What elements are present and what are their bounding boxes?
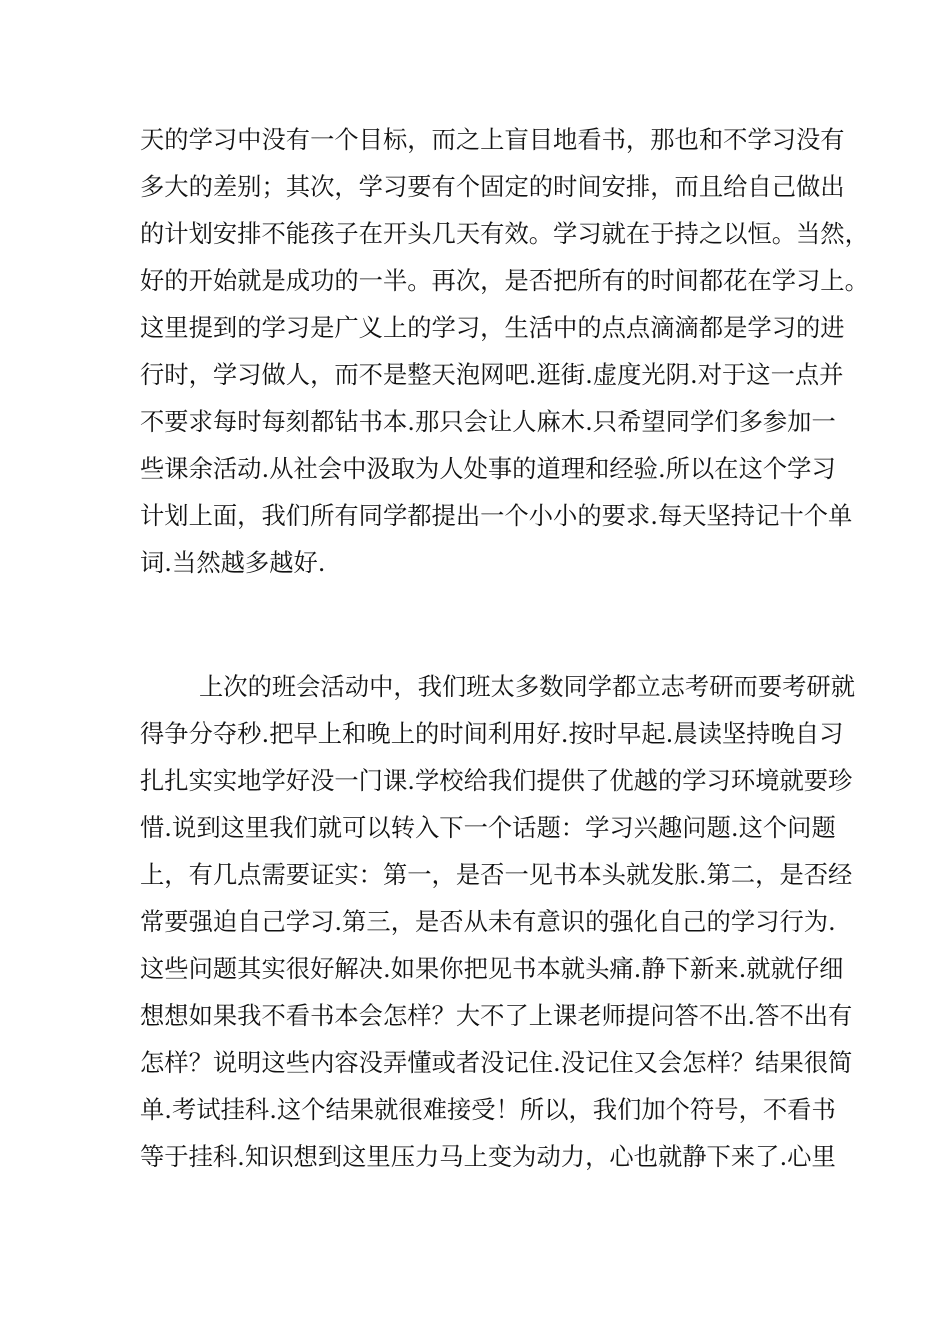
text-line: 怎样？说明这些内容没弄懂或者没记住.没记住又会怎样？结果很简 xyxy=(140,1048,853,1077)
text-line: 单.考试挂科.这个结果就很难接受！所以，我们加个符号，不看书 xyxy=(140,1095,836,1124)
text-line: 常要强迫自己学习.第三，是否从未有意识的强化自己的学习行为. xyxy=(140,907,836,936)
text-line: 这里提到的学习是广义上的学习，生活中的点点滴滴都是学习的进 xyxy=(140,313,845,342)
text-line: 天的学习中没有一个目标，而之上盲目地看书，那也和不学习没有 xyxy=(140,125,845,154)
text-line: 计划上面，我们所有同学都提出一个小小的要求.每天坚持记十个单 xyxy=(140,501,853,530)
text-line: 上次的班会活动中，我们班太多数同学都立志考研而要考研就 xyxy=(199,672,856,701)
text-line: 好的开始就是成功的一半。再次，是否把所有的时间都花在学习上。 xyxy=(140,266,869,295)
text-line: 这些问题其实很好解决.如果你把见书本就头痛.静下新来.就就仔细 xyxy=(140,954,844,983)
text-line: 行时，学习做人，而不是整天泡网吧.逛街.虚度光阴.对于这一点并 xyxy=(140,360,844,389)
text-line: 词.当然越多越好. xyxy=(140,548,326,577)
text-line: 扎扎实实地学好没一门课.学校给我们提供了优越的学习环境就要珍 xyxy=(140,766,853,795)
text-line: 些课余活动.从社会中汲取为人处事的道理和经验.所以在这个学习 xyxy=(140,454,836,483)
text-line: 的计划安排不能孩子在开头几天有效。学习就在于持之以恒。当然， xyxy=(140,219,869,248)
text-line: 得争分夺秒.把早上和晚上的时间利用好.按时早起.晨读坚持晚自习 xyxy=(140,719,844,748)
text-line: 惜.说到这里我们就可以转入下一个话题：学习兴趣问题.这个问题 xyxy=(140,813,836,842)
text-line: 上，有几点需要证实：第一，是否一见书本头就发胀.第二，是否经 xyxy=(140,860,853,889)
text-line: 想想如果我不看书本会怎样？大不了上课老师提问答不出.答不出有 xyxy=(140,1001,853,1030)
text-line: 不要求每时每刻都钻书本.那只会让人麻木.只希望同学们多参加一 xyxy=(140,407,836,436)
text-line: 多大的差别；其次，学习要有个固定的时间安排，而且给自己做出 xyxy=(140,172,845,201)
text-line: 等于挂科.知识想到这里压力马上变为动力，心也就静下来了.心里 xyxy=(140,1142,836,1171)
